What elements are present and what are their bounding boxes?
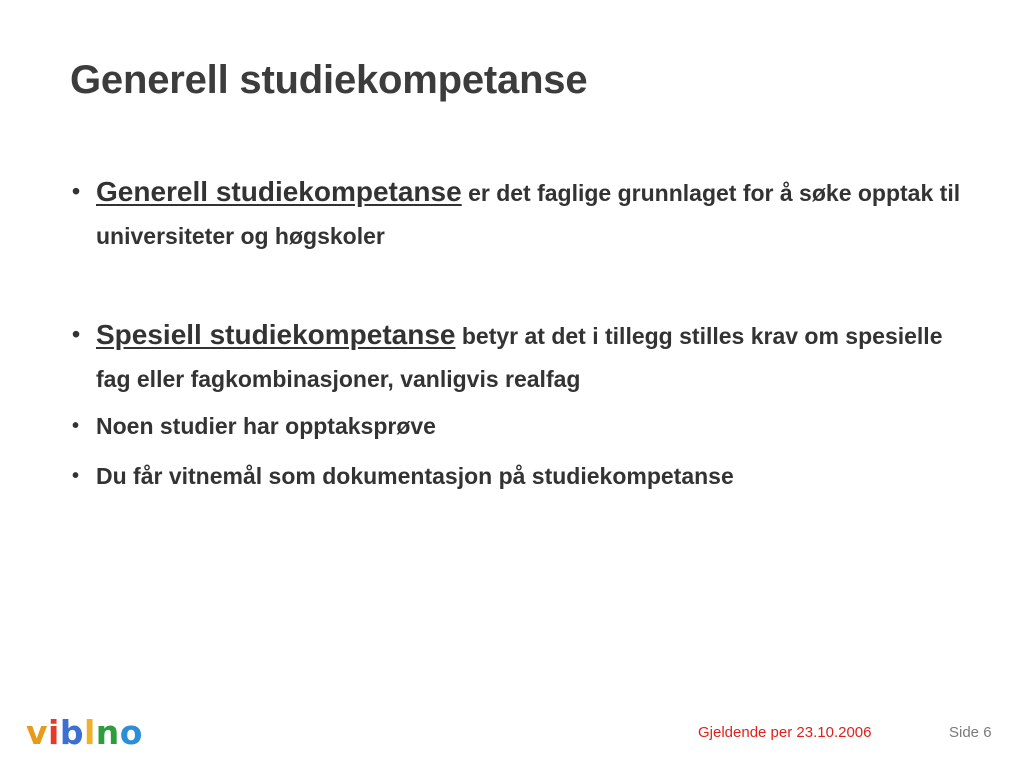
logo-letter: l xyxy=(83,713,96,752)
slide-title: Generell studiekompetanse xyxy=(70,58,588,102)
bullet-marker: • xyxy=(72,321,81,347)
bullet-lead-term: Spesiell studiekompetanse xyxy=(96,319,456,350)
bullet-generell xyxy=(72,170,972,258)
bullet-list xyxy=(72,170,972,509)
logo-letter: n xyxy=(95,713,120,752)
bullet-text: Du får vitnemål som dokumentasjon på studiekompetanse xyxy=(96,463,734,489)
viblno-logo xyxy=(26,713,143,753)
logo-letter: o xyxy=(119,713,143,752)
bullet-text: Noen studier har opptaksprøve xyxy=(96,413,436,439)
footer-date: Gjeldende per 23.10.2006 xyxy=(698,724,872,741)
bullet-vitnemal xyxy=(72,459,972,493)
logo-letter: b xyxy=(59,713,84,752)
bullet-lead-term: Generell studiekompetanse xyxy=(96,176,462,207)
logo-letter: i xyxy=(48,713,60,752)
logo-letter: v xyxy=(26,713,49,752)
bullet-spesiell xyxy=(72,313,972,401)
page-number: Side 6 xyxy=(949,724,992,741)
bullet-text: betyr at det i tillegg stilles krav om spesielle fag eller fagkombinasjoner, vanligvis realfag xyxy=(96,323,943,392)
bullet-opptaksprove xyxy=(72,409,972,443)
bullet-marker: • xyxy=(72,465,80,487)
bullet-marker: • xyxy=(72,178,81,204)
bullet-marker: • xyxy=(72,415,80,437)
bullet-text: er det faglige grunnlaget for å søke opptak til universiteter og høgskoler xyxy=(96,180,961,249)
